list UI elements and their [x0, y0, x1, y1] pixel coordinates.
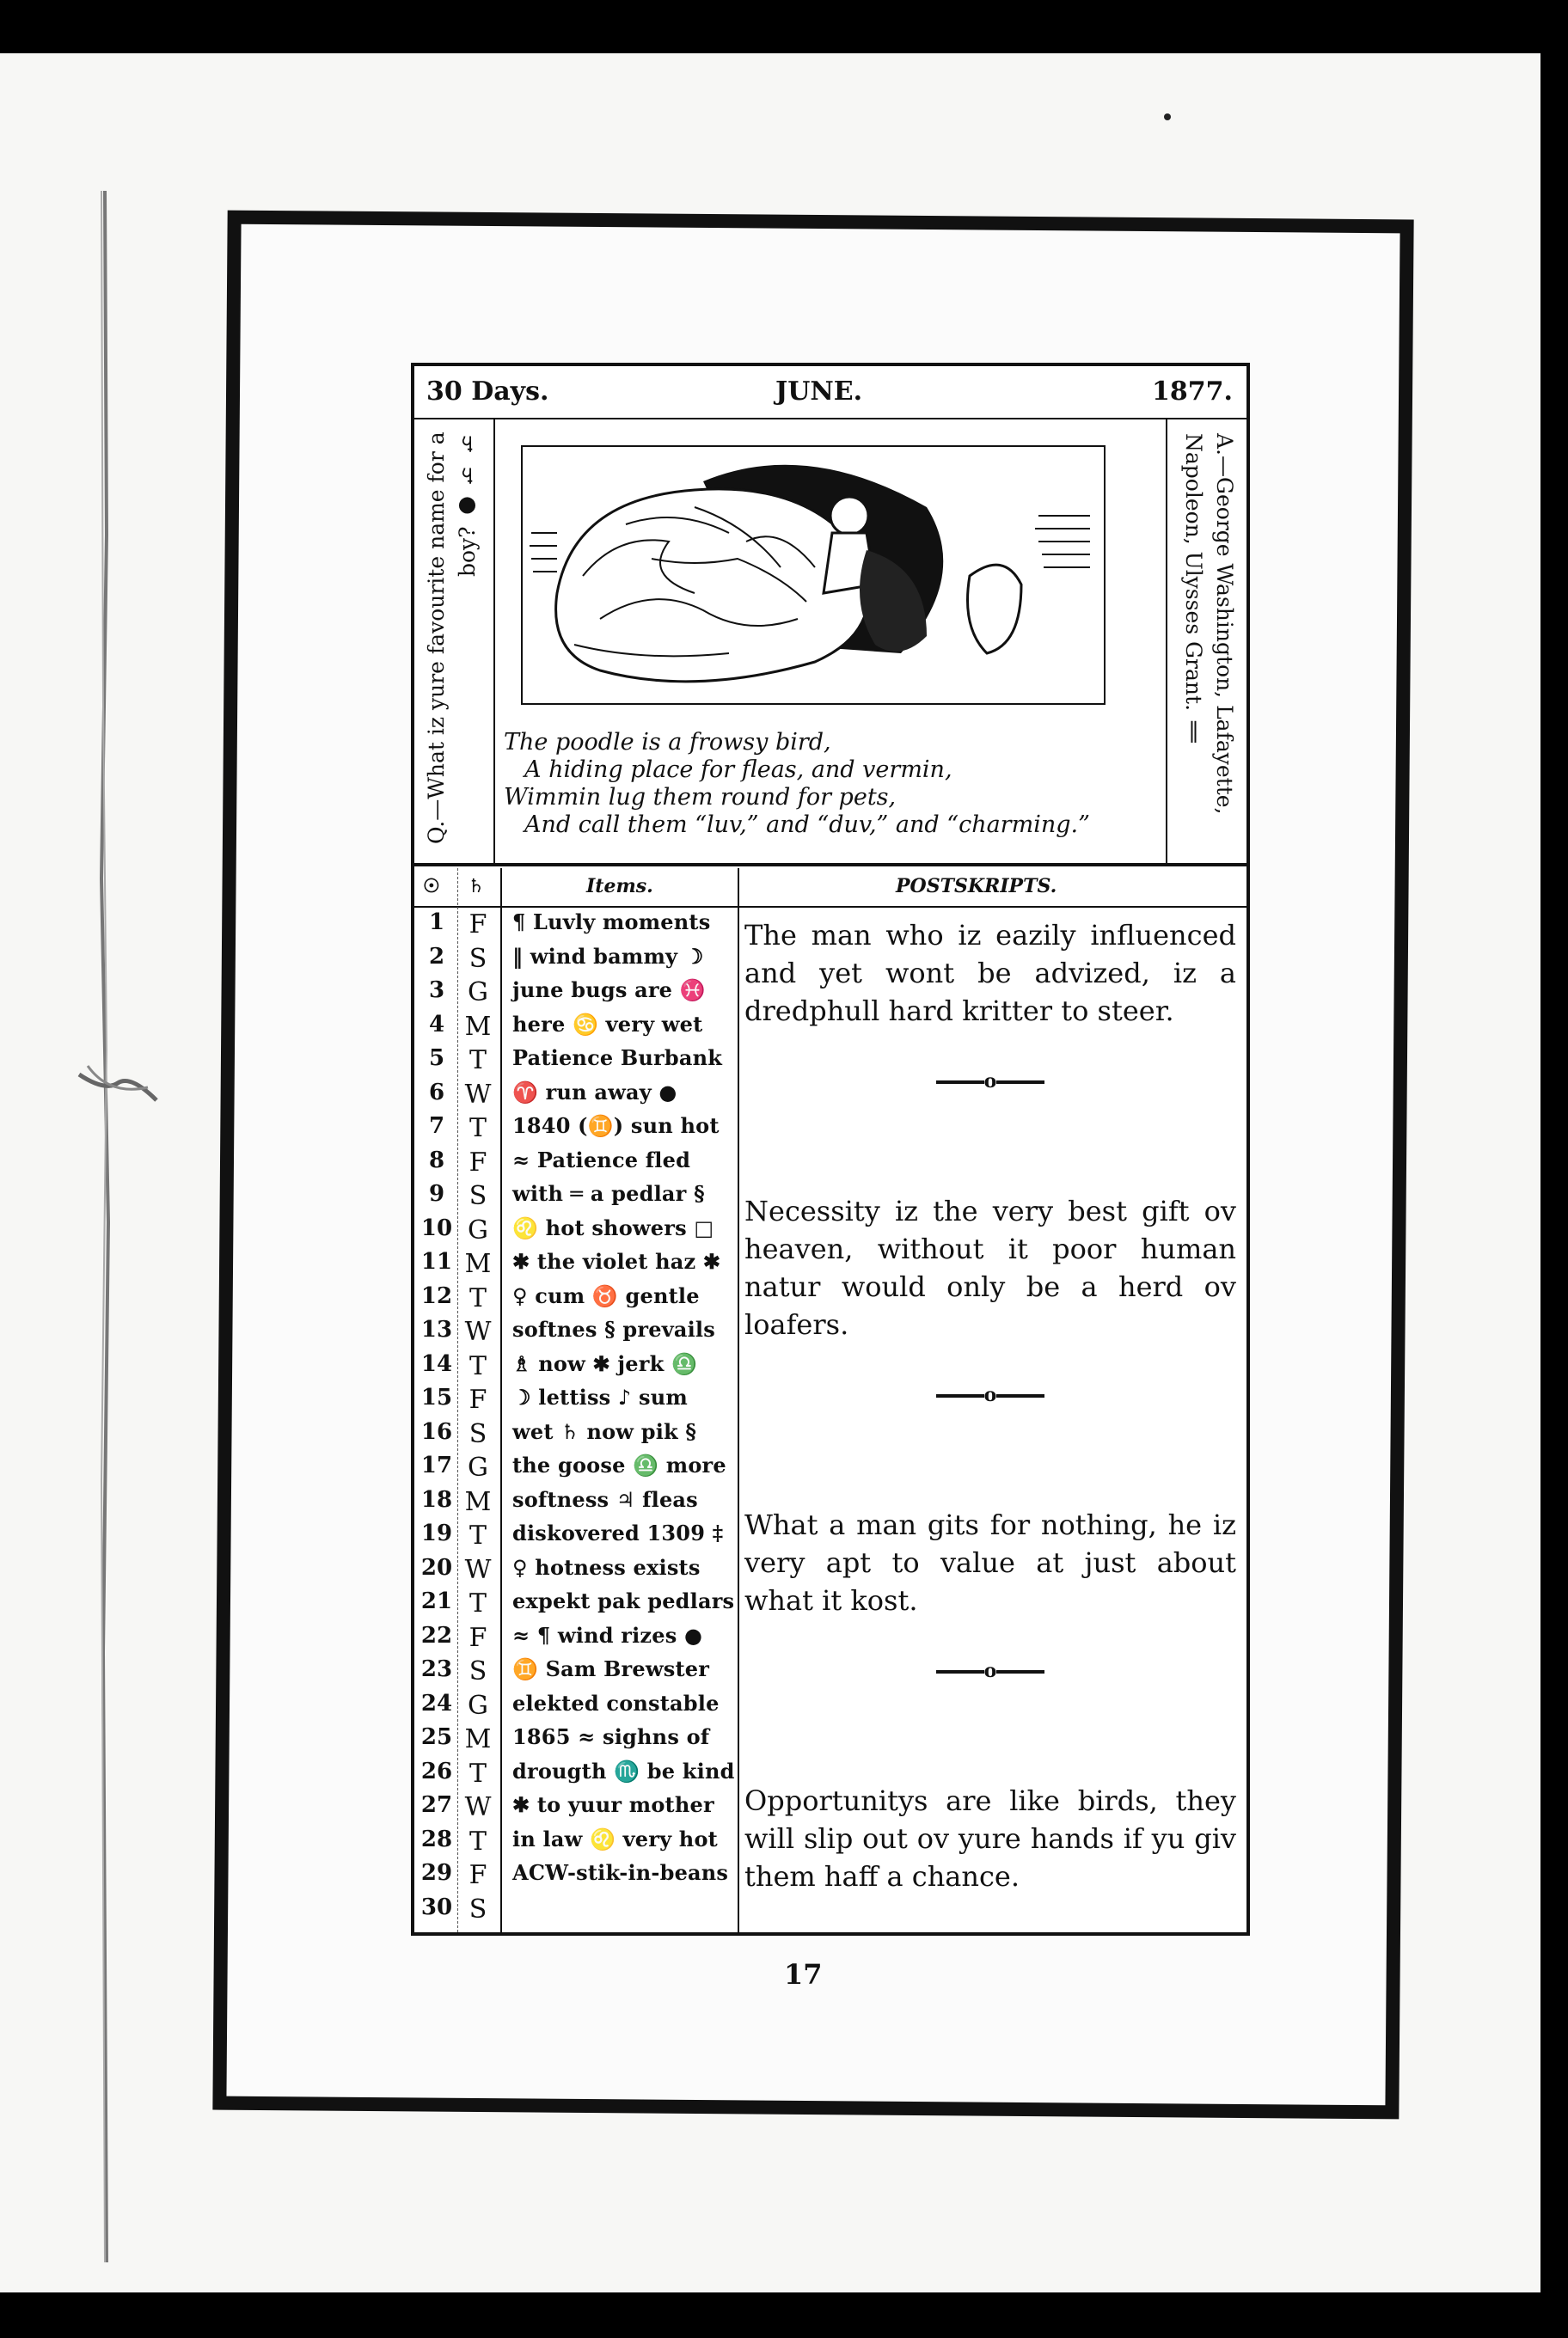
day-item: ‖ wind bammy ☽	[512, 943, 704, 969]
weekday-letter: S	[469, 1894, 487, 1925]
day-number: 10	[420, 1215, 453, 1241]
day-number: 25	[420, 1724, 453, 1750]
weekday-letter: M	[464, 1486, 492, 1517]
postskript-paragraph: Opportunitys are like birds, they will slip out ov yure hands if yu giv them haff a chance.	[744, 1784, 1236, 1893]
day-item: in law ♌ very hot	[512, 1826, 718, 1851]
weekday-letter: W	[464, 1317, 492, 1347]
day-item: ACW-stik-in-beans	[512, 1860, 729, 1885]
day-item: ≈ Patience fled	[512, 1147, 691, 1172]
weekday-letter: F	[469, 1147, 487, 1178]
day-item: elekted constable	[512, 1690, 720, 1716]
month-title: JUNE.	[775, 376, 863, 407]
day-number: 30	[420, 1894, 453, 1920]
postskript-paragraph: What a man gits for nothing, he iz very apt to value at just about what it kost.	[744, 1509, 1236, 1617]
weekday-letter: S	[469, 1418, 487, 1449]
day-number: 28	[420, 1826, 453, 1852]
weekday-letter: T	[469, 1826, 487, 1857]
almanac-calendar	[411, 363, 1250, 1936]
day-number: 12	[420, 1282, 453, 1309]
day-number: 2	[428, 943, 445, 970]
day-item: expekt pak pedlars	[512, 1588, 735, 1613]
day-item: softness ♃ fleas	[512, 1486, 698, 1512]
day-number: 14	[420, 1350, 453, 1377]
weekday-letter: F	[469, 1622, 487, 1653]
weekday-letter: F	[469, 1860, 487, 1890]
weekday-letter: W	[464, 1792, 492, 1822]
day-number: 17	[420, 1453, 453, 1478]
day-number: 22	[420, 1622, 453, 1649]
day-item: diskovered 1309 ‡	[512, 1521, 724, 1545]
day-item: june bugs are ♓	[512, 977, 706, 1002]
day-item: here ♋ very wet	[512, 1011, 703, 1037]
weekday-letter: M	[464, 1724, 492, 1754]
top-section	[414, 419, 1246, 866]
question-text: Q.—What iz yure favourite name for a boy? ● ♄ ♄	[424, 431, 480, 844]
days-count: 30 Days.	[426, 376, 549, 407]
day-number: 16	[420, 1418, 453, 1445]
day-number: 27	[420, 1792, 453, 1818]
day-item: ☽ lettiss ♪ sum	[512, 1385, 688, 1410]
calendar-header	[414, 366, 1246, 419]
day-item: ♗ now ✱ jerk ♎	[512, 1350, 698, 1376]
answer-text: A.—George Washington, Lafayette, Napoleon, Ulysses Grant. ‖	[1181, 433, 1237, 815]
day-number: 1	[428, 909, 445, 935]
day-item: Patience Burbank	[512, 1045, 723, 1070]
day-number: 21	[420, 1588, 453, 1614]
day-number: 13	[420, 1317, 453, 1343]
weekday-letter: M	[464, 1249, 492, 1279]
day-number: 29	[420, 1860, 453, 1886]
day-item: ♊ Sam Brewster	[512, 1656, 710, 1681]
day-number: 11	[420, 1249, 453, 1275]
weekday-letter: W	[464, 1554, 492, 1585]
day-number: 26	[420, 1758, 453, 1784]
binding-thread	[96, 191, 113, 2262]
day-item: 1865 ≈ sighns of	[512, 1724, 710, 1749]
day-number: 5	[428, 1045, 445, 1071]
weekday-letter: S	[469, 1656, 487, 1686]
day-number: 6	[428, 1079, 445, 1105]
weekday-letter: F	[469, 1385, 487, 1415]
weekday-letter: T	[469, 1521, 487, 1551]
postskript-paragraph: The man who iz eazily influenced and yet wont be advized, iz a dredphull hard kritter to steer.	[744, 919, 1236, 1027]
weekday-letter: G	[468, 1215, 488, 1246]
poodle-verse	[504, 729, 1174, 839]
day-item: the goose ♎ more	[512, 1453, 726, 1478]
weekday-letter: T	[469, 1113, 487, 1143]
weekday-letter: G	[468, 1453, 488, 1483]
weekday-letter: T	[469, 1588, 487, 1619]
day-item: ♌ hot showers □	[512, 1215, 714, 1240]
postskripts-header: POSTSKRIPTS.	[896, 875, 1057, 897]
day-number: 23	[420, 1656, 453, 1682]
day-number: 4	[428, 1011, 445, 1037]
weekday-letter: T	[469, 1350, 487, 1381]
engraving-image	[523, 447, 1104, 703]
year: 1877.	[1152, 376, 1233, 407]
weekday-letter: S	[469, 1181, 487, 1211]
poodle-illustration	[521, 445, 1106, 705]
weekday-letter: G	[468, 977, 488, 1007]
day-item: ✱ the violet haz ✱	[512, 1249, 721, 1274]
weekday-letter: S	[469, 943, 487, 974]
verse-line: Wimmin lug them round for pets,	[504, 784, 897, 811]
verse-line: The poodle is a frowsy bird,	[504, 729, 831, 756]
weekday-letter: F	[469, 909, 487, 939]
verse-line: A hiding place for fleas, and vermin,	[524, 756, 952, 783]
day-item: softnes § prevails	[512, 1317, 715, 1342]
day-item: wet ♄ now pik §	[512, 1418, 697, 1444]
saturn-symbol-header: ♄	[468, 875, 485, 897]
day-number: 9	[428, 1181, 445, 1207]
day-item: ✱ to yuur mother	[512, 1792, 714, 1817]
postskript-paragraph: Necessity iz the very best gift ov heaven, without it poor human natur would only be a herd ov loafers.	[744, 1195, 1236, 1341]
day-number: 3	[428, 977, 445, 1003]
day-item: ≈ ¶ wind rizes ●	[512, 1622, 703, 1648]
postskripts-column	[744, 916, 1236, 1928]
table-header	[414, 868, 1246, 908]
weekday-letter: T	[469, 1045, 487, 1075]
day-item: ¶ Luvly moments	[512, 909, 711, 934]
day-item: with ═ a pedlar §	[512, 1181, 705, 1206]
verse-line: And call them “luv,” and “duv,” and “charming.”	[524, 811, 1090, 838]
weekday-letter: W	[464, 1079, 492, 1110]
day-item: ♀ cum ♉ gentle	[512, 1282, 700, 1308]
day-number: 18	[420, 1486, 453, 1513]
page-number: 17	[784, 1958, 823, 1991]
day-item: ♈ run away ●	[512, 1079, 677, 1105]
question-column	[414, 419, 495, 863]
separator: o	[744, 1376, 1236, 1415]
day-item: drougth ♏ be kind	[512, 1758, 735, 1784]
day-item: 1840 (♊) sun hot	[512, 1113, 720, 1138]
sun-symbol-header: ☉	[423, 875, 440, 897]
day-number: 24	[420, 1690, 453, 1717]
day-number: 8	[428, 1147, 445, 1173]
day-item: ♀ hotness exists	[512, 1554, 701, 1580]
ink-speck	[1164, 113, 1171, 120]
day-number: 19	[420, 1521, 453, 1546]
items-header: Items.	[586, 875, 653, 897]
weekday-letter: G	[468, 1690, 488, 1721]
day-number: 15	[420, 1385, 453, 1411]
day-number: 20	[420, 1554, 453, 1581]
weekday-letter: M	[464, 1011, 492, 1042]
separator: o	[744, 1062, 1236, 1101]
day-number: 7	[428, 1113, 445, 1139]
weekday-letter: T	[469, 1282, 487, 1313]
weekday-letter: T	[469, 1758, 487, 1789]
binding-knot	[70, 1057, 165, 1117]
separator: o	[744, 1652, 1236, 1691]
answer-column	[1166, 419, 1246, 863]
